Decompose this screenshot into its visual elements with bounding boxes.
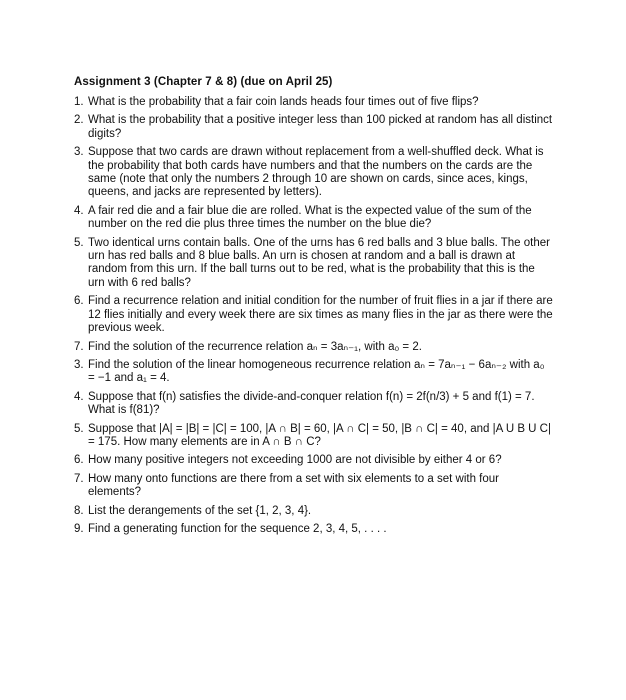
assignment-title: Assignment 3 (Chapter 7 & 8) (due on April 25): [74, 76, 333, 88]
question-number: 4.: [74, 390, 84, 403]
question-item: [74, 237, 554, 291]
question-text: Suppose that f(n) satisfies the divide-and-conquer relation f(n) = 2f(n/3) + 5 and f(1) = 7. What is f(81)?: [88, 390, 535, 417]
question-number: 7.: [74, 340, 84, 353]
question-item: [74, 391, 554, 418]
question-item: [74, 423, 554, 450]
question-text: Find the solution of the recurrence relation aₙ = 3aₙ₋₁, with a₀ = 2.: [88, 340, 422, 353]
question-number: 3.: [74, 358, 84, 371]
question-text: Find a generating function for the sequence 2, 3, 4, 5, . . . .: [88, 522, 387, 535]
question-number: 4.: [74, 204, 84, 217]
question-number: 1.: [74, 96, 84, 108]
question-item: [74, 96, 554, 109]
question-item: [74, 146, 554, 200]
question-item: [74, 114, 554, 141]
question-number: 9.: [74, 522, 84, 535]
question-number: 5.: [74, 236, 84, 249]
question-text: List the derangements of the set {1, 2, 3, 4}.: [88, 504, 312, 517]
question-list: [74, 96, 554, 541]
question-text: Suppose that two cards are drawn without replacement from a well-shuffled deck. What is the probability that both cards have numbers and that the numbers on the cards are the same (note that only the numbers 2 through 10 are shown on cards, since aces, kings, queens, and jacks are represented by letters).: [88, 146, 544, 199]
question-text: What is the probability that a positive integer less than 100 picked at random has all distinct digits?: [88, 114, 553, 140]
question-item: [74, 505, 554, 518]
question-text: How many positive integers not exceeding 1000 are not divisible by either 4 or 6?: [88, 454, 502, 467]
question-item: [74, 295, 554, 335]
question-text: A fair red die and a fair blue die are rolled. What is the expected value of the sum of the number on the red die plus three times the number on the blue die?: [88, 204, 532, 231]
question-number: 6.: [74, 454, 84, 467]
question-item: [74, 454, 554, 467]
question-text: Suppose that |A| = |B| = |C| = 100, |A ∩ B| = 60, |A ∩ C| = 50, |B ∩ C| = 40, and |A U B U C| = 175. How many elements are in A ∩ B ∩ C?: [88, 422, 551, 448]
question-text: What is the probability that a fair coin lands heads four times out of five flips?: [88, 96, 479, 108]
question-text: How many onto functions are there from a set with six elements to a set with four elements?: [88, 472, 499, 499]
question-number: 7.: [74, 472, 84, 485]
question-text: Find the solution of the linear homogeneous recurrence relation aₙ = 7aₙ₋₁ − 6aₙ₋₂ with a₀ = −1 and a₁ = 4.: [88, 358, 545, 385]
question-item: [74, 523, 554, 536]
question-number: 8.: [74, 504, 84, 517]
question-text: Find a recurrence relation and initial condition for the number of fruit flies in a jar if there are 12 flies initially and every week there are six times as many flies in the jar as there were the previous week.: [88, 295, 553, 335]
question-number: 2.: [74, 114, 84, 127]
question-item: [74, 359, 554, 386]
question-number: 6.: [74, 295, 84, 308]
question-number: 3.: [74, 146, 84, 159]
question-number: 5.: [74, 422, 84, 435]
question-item: [74, 473, 554, 500]
question-text: Two identical urns contain balls. One of the urns has 6 red balls and 3 blue balls. The other urn has red balls and 8 blue balls. An urn is chosen at random and a ball is drawn at random from this urn. If the ball turns out to be red, what is the probability that this is the urn with 6 red balls?: [88, 236, 550, 289]
question-item: [74, 205, 554, 232]
question-item: [74, 341, 554, 354]
